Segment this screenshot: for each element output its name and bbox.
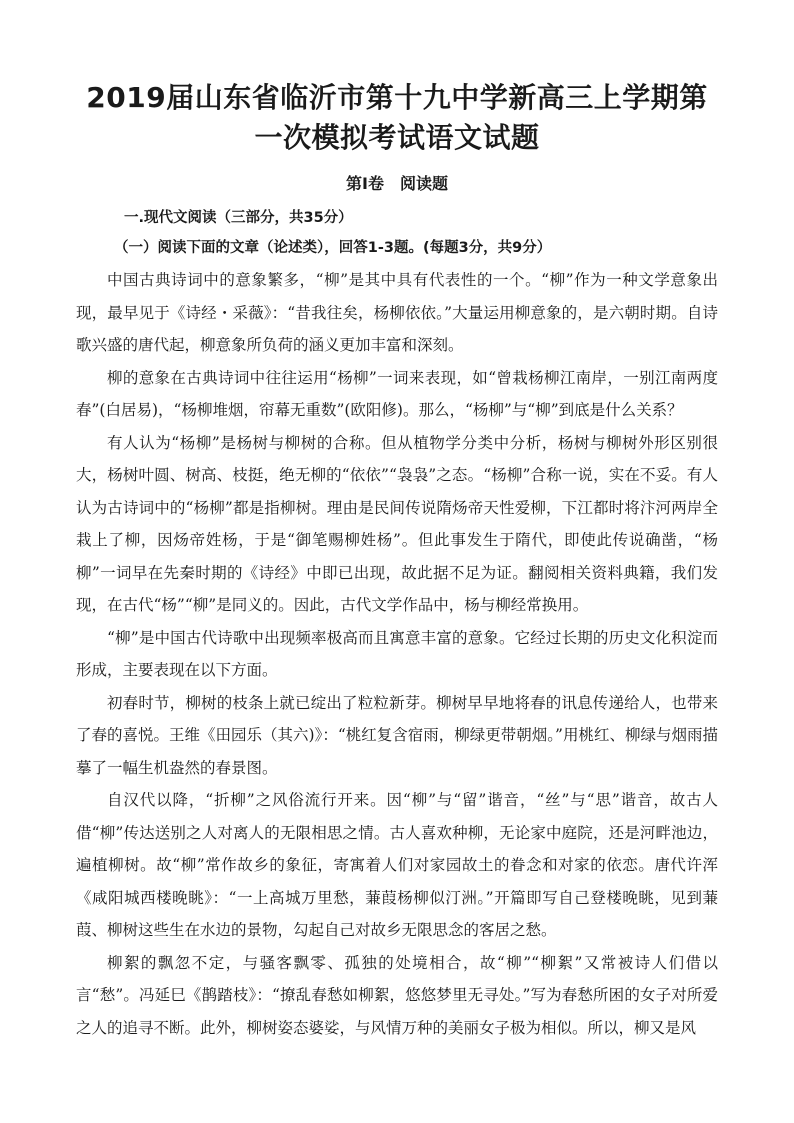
part-heading: 一.现代文阅读（三部分，共35分） — [124, 210, 353, 226]
exam-title-line-1: 2019届山东省临沂市第十九中学新高三上学期第 — [86, 81, 708, 114]
question-instructions: （一）阅读下面的文章（论述类），回答1-3题。(每题3分，共9分） — [114, 240, 552, 256]
exam-page — [76, 78, 718, 1044]
passage-paragraph: 中国古典诗词中的意象繁多，“柳”是其中具有代表性的一个。“柳”作为一种文学意象出现，最早见于《诗经・采薇》：“昔我往矣，杨柳依依。”大量运用柳意象的，是六朝时期。自诗歌兴盛的唐代起，柳意象所负荷的涵义更加丰富和深刻。 — [76, 271, 718, 354]
passage-paragraph: 初春时节，柳树的枝条上就已绽出了粒粒新芽。柳树早早地将春的讯息传递给人，也带来了春的喜悦。王维《田园乐（其六)》：“桃红复含宿雨，柳绿更带朝烟。”用桃红、柳绿与烟雨描摹了一幅生机盎然的春景图。 — [76, 693, 718, 777]
exam-title — [76, 78, 718, 158]
passage-paragraph: “柳”是中国古代诗歌中出现频率极高而且寓意丰富的意象。它经过长期的历史文化积淀而形成，主要表现在以下方面。 — [76, 628, 718, 679]
passage-paragraph: 有人认为“杨柳”是杨树与柳树的合称。但从植物学分类中分析，杨树与柳树外形区别很大，杨树叶圆、树高、枝挺，绝无柳的“依依”“袅袅”之态。“杨柳”合称一说，实在不妥。有人认为古诗词中的“杨柳”都是指柳树。理由是民间传说隋炀帝天性爱柳，下江都时将汴河两岸全栽上了柳，因炀帝姓杨，于是“御笔赐柳姓杨”。但此事发生于隋代，即使此传说确凿，“杨柳”一词早在先秦时期的《诗经》中即已出现，故此据不足为证。翻阅相关资料典籍，我们发现，在古代“杨”“柳”是同义的。因此，古代文学作品中，杨与柳经常换用。 — [76, 433, 718, 614]
passage-paragraph: 自汉代以降，“折柳”之风俗流行开来。因“柳”与“留”谐音，“丝”与“思”谐音，故古人借“柳”传达送别之人对离人的无限相思之情。古人喜欢种柳，无论家中庭院，还是河畔池边，遍植柳树。故“柳”常作故乡的象征，寄寓着人们对家园故土的眷念和对家的依恋。唐代许浑《咸阳城西楼晚眺》：“一上高城万里愁，蒹葭杨柳似汀洲。”开篇即写自己登楼晚眺，见到蒹葭、柳树这些生在水边的景物，勾起自己对故乡无限思念的客居之愁。 — [76, 791, 718, 939]
exam-title-line-2: 一次模拟考试语文试题 — [254, 121, 540, 154]
passage-paragraph: 柳絮的飘忽不定，与骚客飘零、孤独的处境相合，故“柳”“柳絮”又常被诗人们借以言“愁”。冯延巳《鹊踏枝》：“撩乱春愁如柳絮，悠悠梦里无寻处。”写为春愁所困的女子对所爱之人的追寻不断。此外，柳树姿态婆娑，与风情万种的美丽女子极为相似。所以，柳又是风 — [76, 953, 718, 1037]
reading-passage — [76, 264, 718, 1044]
section-heading: 第Ⅰ卷 阅读题 — [346, 174, 448, 193]
passage-paragraph: 柳的意象在古典诗词中往往运用“杨柳”一词来表现，如“曾栽杨柳江南岸，一别江南两度春”(白居易)，“杨柳堆烟，帘幕无重数”(欧阳修)。那么，“杨柳”与“柳”到底是什么关系？ — [76, 368, 718, 419]
